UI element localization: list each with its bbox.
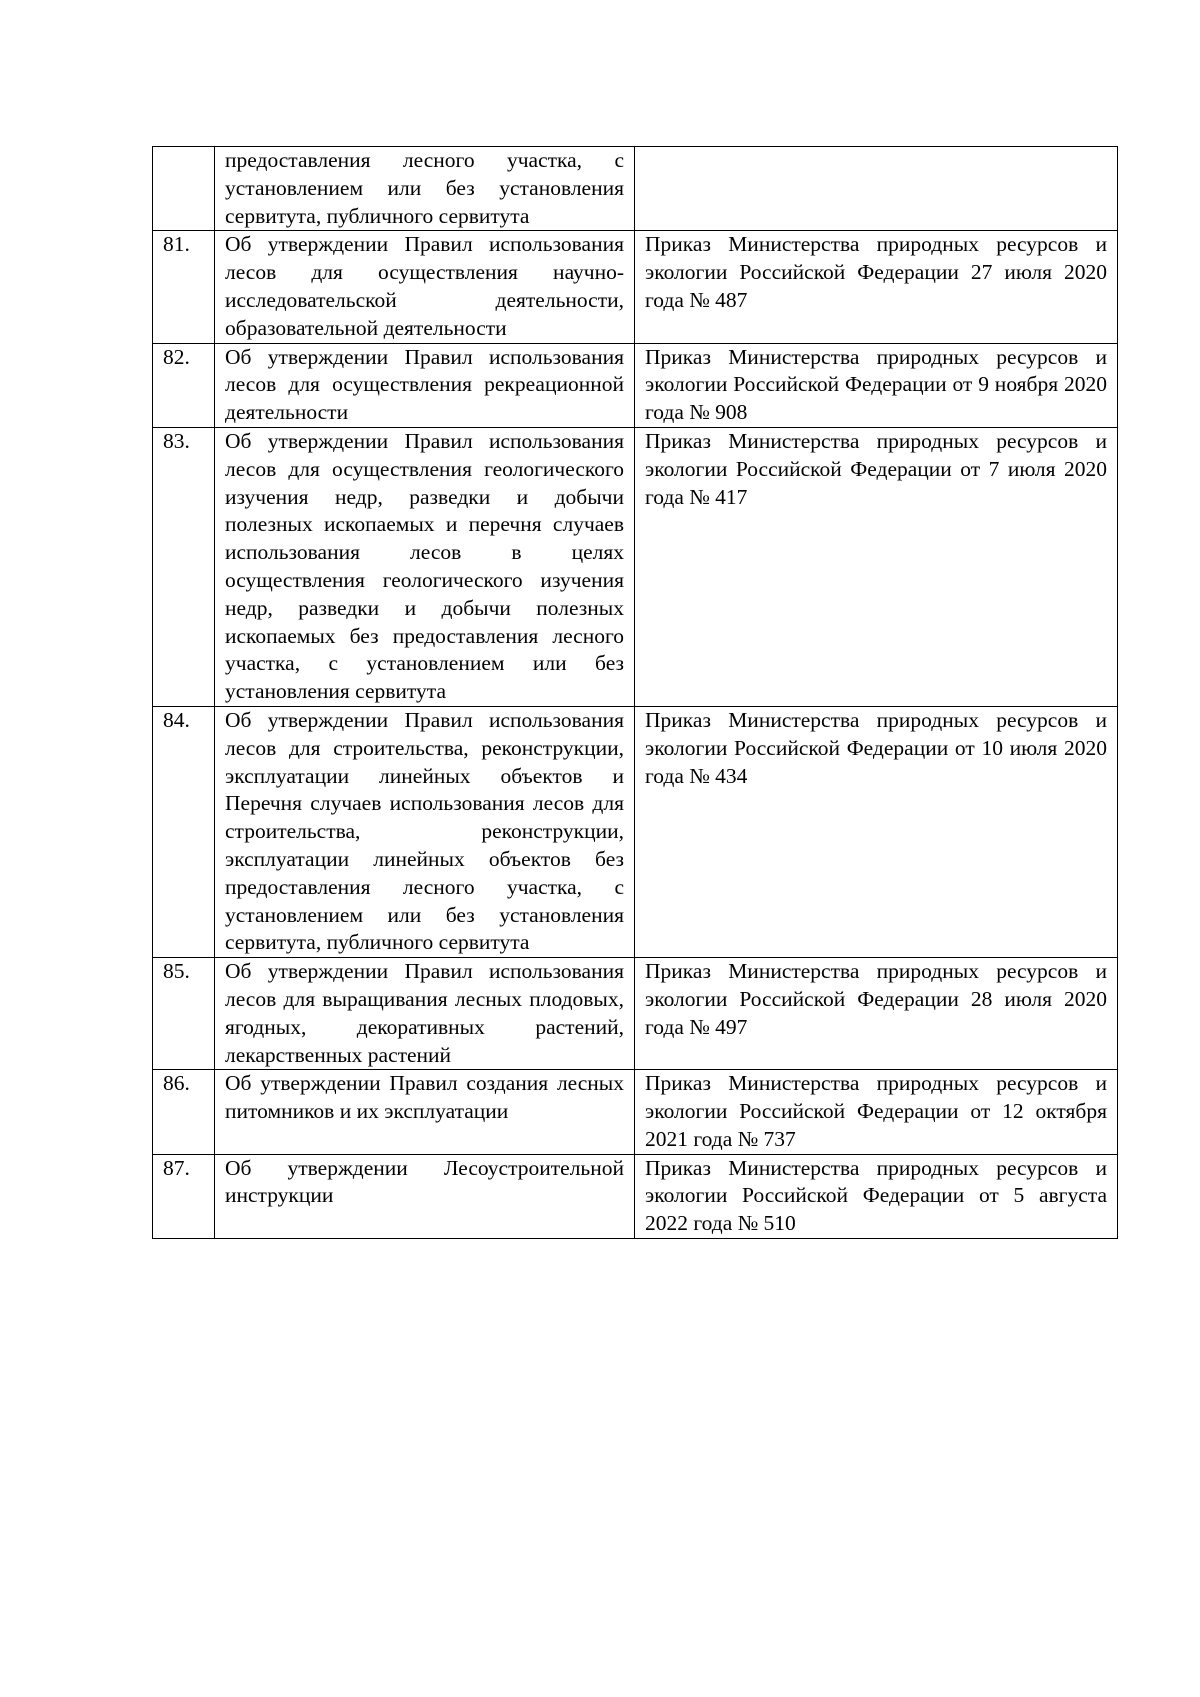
row-source: Приказ Министерства природных ресурсов и экологии Российской Федерации от 9 ноября 2020 года № 908: [635, 343, 1118, 427]
row-title: Об утверждении Правил использования лесов для осуществления научно-исследовательской деятельности, образовательной деятельности: [215, 231, 635, 343]
row-title: Об утверждении Правил создания лесных питомников и их эксплуатации: [215, 1070, 635, 1154]
row-number: 87.: [153, 1154, 215, 1238]
row-title: Об утверждении Правил использования лесов для выращивания лесных плодовых, ягодных, декоративных растений, лекарственных растений: [215, 958, 635, 1070]
regulations-table: [152, 146, 1118, 1239]
table-row: [153, 343, 1118, 427]
row-title: Об утверждении Правил использования лесов для осуществления рекреационной деятельности: [215, 343, 635, 427]
row-source: Приказ Министерства природных ресурсов и экологии Российской Федерации от 10 июля 2020 года № 434: [635, 706, 1118, 957]
row-source: Приказ Министерства природных ресурсов и экологии Российской Федерации от 5 августа 2022 года № 510: [635, 1154, 1118, 1238]
table-row: [153, 427, 1118, 706]
row-source: [635, 147, 1118, 231]
row-source: Приказ Министерства природных ресурсов и экологии Российской Федерации 27 июля 2020 года № 487: [635, 231, 1118, 343]
row-number: 82.: [153, 343, 215, 427]
row-title: предоставления лесного участка, с установлением или без установления сервитута, публичного сервитута: [215, 147, 635, 231]
row-number: 86.: [153, 1070, 215, 1154]
row-title: Об утверждении Правил использования лесов для строительства, реконструкции, эксплуатации линейных объектов и Перечня случаев использования лесов для строительства, реконструкции, эксплуатации линейных объектов без предоставления лесного участка, с установлением или без установления сервитута, публичного сервитута: [215, 706, 635, 957]
table-row: [153, 147, 1118, 231]
row-source: Приказ Министерства природных ресурсов и экологии Российской Федерации от 7 июля 2020 года № 417: [635, 427, 1118, 706]
table-row: [153, 1154, 1118, 1238]
table-row: [153, 1070, 1118, 1154]
row-number: [153, 147, 215, 231]
row-title: Об утверждении Лесоустроительной инструкции: [215, 1154, 635, 1238]
row-number: 83.: [153, 427, 215, 706]
table-row: [153, 706, 1118, 957]
row-number: 81.: [153, 231, 215, 343]
row-number: 84.: [153, 706, 215, 957]
row-source: Приказ Министерства природных ресурсов и экологии Российской Федерации 28 июля 2020 года № 497: [635, 958, 1118, 1070]
row-number: 85.: [153, 958, 215, 1070]
table-row: [153, 958, 1118, 1070]
row-source: Приказ Министерства природных ресурсов и экологии Российской Федерации от 12 октября 2021 года № 737: [635, 1070, 1118, 1154]
row-title: Об утверждении Правил использования лесов для осуществления геологического изучения недр, разведки и добычи полезных ископаемых и перечня случаев использования лесов в целях осуществления геологического изучения недр, разведки и добычи полезных ископаемых без предоставления лесного участка, с установлением или без установления сервитута: [215, 427, 635, 706]
table-row: [153, 231, 1118, 343]
